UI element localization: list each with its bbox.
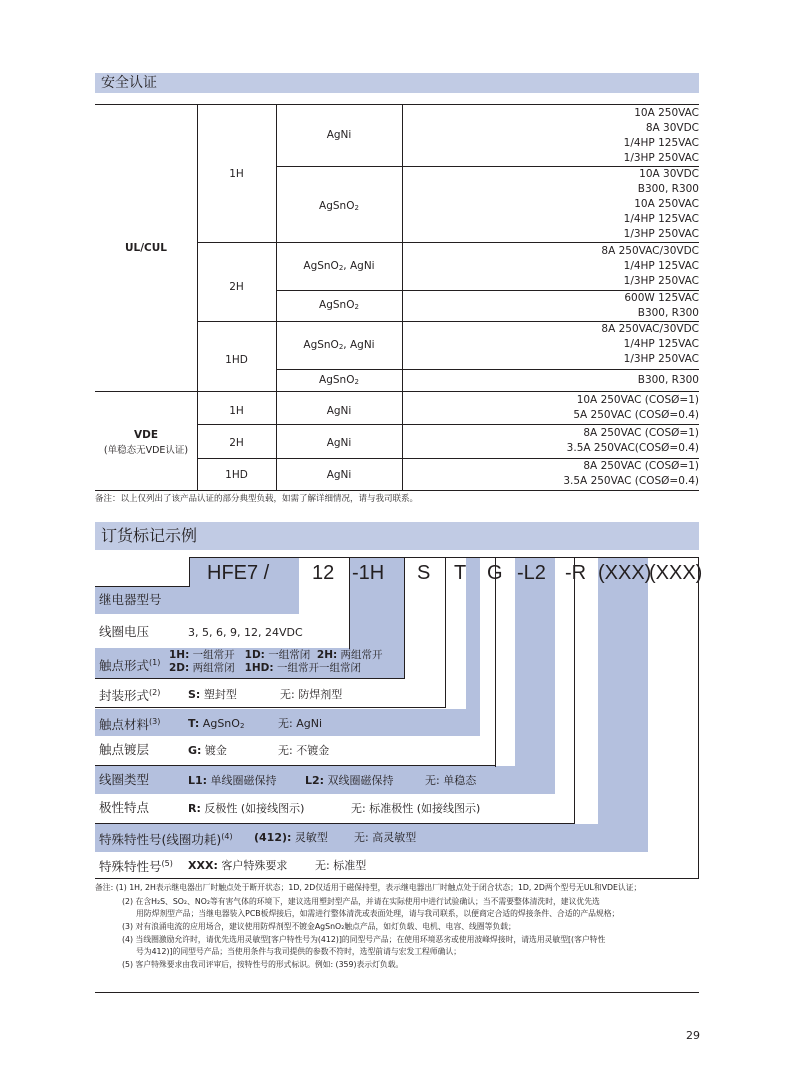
- note-line: (3) 对有浪涌电流的应用场合，建议使用防焊剂型不镀金AgSnO₂触点产品，如灯负载、电机、电容、线圈等负载；: [122, 922, 516, 931]
- material-agsno2: AgSnO$_2$: [319, 200, 359, 212]
- plating-options: G: 镀金: [188, 744, 227, 757]
- special-coil-none: 无: 高灵敏型: [354, 831, 417, 844]
- ratings-vde-1h: 10A 250VAC (COSØ=1) 5A 250VAC (COSØ=0.4): [573, 394, 699, 421]
- material-agni: AgNi: [326, 129, 352, 141]
- code-plating: G: [487, 562, 503, 584]
- note-line: (4) 当线圈激励允许时，请优先选用灵敏型[客户特性号为(412)]的同型号产品；在使用环境恶劣或使用波峰焊接时，请选用灵敏型[(客户特性: [122, 935, 606, 944]
- footer-rule: [95, 992, 699, 993]
- material-agsno2: AgSnO$_2$: [319, 299, 359, 311]
- special-none: 无: 标准型: [315, 859, 367, 872]
- row-label-material: 触点材料$^{(3)}$: [99, 717, 161, 733]
- vde-type-1hd: 1HD: [225, 469, 248, 481]
- ratings-ul-1hd-mix: 8A 250VAC/30VDC 1/4HP 125VAC 1/3HP 250VAC: [601, 323, 699, 365]
- table-line: [276, 369, 699, 370]
- row-label-contact-form: 触点形式$^{(1)}$: [99, 658, 161, 674]
- plating-none: 无: 不镀金: [278, 744, 330, 757]
- polarity-r: R: 反极性 (如接线图示): [188, 802, 305, 815]
- code-material: T: [454, 562, 467, 584]
- ratings-ul-1h-agsno2: 10A 30VDC B300, R300 10A 250VAC 1/4HP 125VAC 1/3HP 250VAC: [623, 168, 699, 240]
- code-special-coil: (XXX): [598, 562, 652, 584]
- row-label-package: 封装形式$^{(2)}$: [99, 688, 161, 704]
- vde-material-agni: AgNi: [326, 469, 352, 481]
- type-1h: 1H: [229, 168, 244, 180]
- code-line: [698, 557, 699, 879]
- type-1hd: 1HD: [225, 354, 248, 366]
- code-line: [445, 557, 446, 708]
- row-label-special-coil: 特殊特性号(线圈功耗)$^{(4)}$: [99, 832, 233, 848]
- special-xxx: XXX: 客户特殊要求: [188, 859, 288, 872]
- vde-type-1h: 1H: [229, 405, 244, 417]
- code-voltage: 12: [312, 562, 335, 584]
- table-line: [197, 424, 699, 425]
- type-2h: 2H: [229, 281, 244, 293]
- note-line: 用防焊剂型产品；当继电器装入PCB板焊接后，如需进行整体清洗或表面处理，请与我司联系，以便商定合适的焊接条件、合适的产品规格；: [136, 909, 620, 918]
- coil-type-l1: L1: 单线圈磁保持: [188, 774, 277, 787]
- vde-type-2h: 2H: [229, 437, 244, 449]
- row-label-plating: 触点镀层: [99, 742, 150, 757]
- code-line: [574, 557, 575, 824]
- ratings-vde-2h: 8A 250VAC (COSØ=1) 3.5A 250VAC(COSØ=0.4): [566, 427, 699, 454]
- special-coil-412: (412): 灵敏型: [254, 831, 328, 844]
- row-label-model: 继电器型号: [99, 592, 162, 607]
- coil-voltage-values: 3, 5, 6, 9, 12, 24VDC: [188, 626, 303, 639]
- coil-type-none: 无: 单稳态: [425, 774, 477, 787]
- ordering-section-header: [95, 522, 699, 550]
- row-label-polarity: 极性特点: [99, 800, 150, 815]
- package-none: 无: 防焊剂型: [280, 688, 343, 701]
- page-number: 29: [686, 1029, 700, 1042]
- table-line: [197, 242, 699, 243]
- material-options: T: AgSnO$_2$: [188, 717, 245, 730]
- row-line: [95, 823, 575, 824]
- safety-note: 备注：以上仅列出了该产品认证的部分典型负载，如需了解详细情况，请与我司联系。: [95, 494, 419, 504]
- code-contact-form: -1H: [352, 562, 385, 584]
- code-line: [349, 557, 350, 649]
- vde-material-agni: AgNi: [326, 405, 352, 417]
- material-agsno2: AgSnO$_2$: [319, 374, 359, 386]
- note-line: (5) 客户特殊要求由我司评审后，按特性号的形式标识。例如: (359)表示灯负载。: [122, 960, 404, 969]
- code-special: (XXX): [649, 562, 703, 584]
- note-line: 号为412)]的同型号产品；当使用条件与我司提供的参数不符时，选型前请与宏发工程师确认；: [136, 947, 462, 956]
- ul-cul-label: UL/CUL: [125, 242, 167, 254]
- code-model: HFE7 /: [207, 562, 270, 584]
- row-label-coil-voltage: 线圈电压: [99, 624, 150, 639]
- safety-section-header: [95, 73, 699, 93]
- vde-sub-label: (单稳态无VDE认证): [103, 445, 189, 456]
- safety-header-text: 安全认证: [101, 75, 157, 91]
- material-agsno2-agni: AgSnO$_2$, AgNi: [303, 260, 375, 272]
- contact-form-options: 1H: 一组常开 1D: 一组常闭 2H: 两组常开 2D: 两组常闭 1HD: 一组常开一组常闭: [169, 649, 383, 674]
- table-line: [276, 104, 277, 490]
- row-line: [95, 678, 405, 679]
- code-line: [189, 557, 190, 587]
- row-line: [95, 707, 446, 708]
- table-line: [95, 490, 699, 491]
- code-polarity: -R: [565, 562, 587, 584]
- vde-material-agni: AgNi: [326, 437, 352, 449]
- coil-type-l2: L2: 双线圈磁保持: [305, 774, 394, 787]
- row-label-special: 特殊特性号$^{(5)}$: [99, 859, 173, 875]
- note-line: 备注: (1) 1H, 2H表示继电器出厂时触点处于断开状态；1D, 2D仅适用于磁保持型，表示继电器出厂时触点处于闭合状态；1D, 2D两个型号无UL和VDE认证；: [95, 883, 642, 892]
- package-options: S: 塑封型: [188, 688, 237, 701]
- row-line: [95, 765, 496, 766]
- ratings-ul-1h-agni: 10A 250VAC 8A 30VDC 1/4HP 125VAC 1/3HP 250VAC: [623, 107, 699, 164]
- code-line: [404, 557, 405, 679]
- ordering-header-text: 订货标记示例: [101, 526, 198, 545]
- code-coil-type: -L2: [517, 562, 546, 584]
- ratings-vde-1hd: 8A 250VAC (COSØ=1) 3.5A 250VAC (COSØ=0.4): [563, 460, 699, 487]
- row-label-coil-type: 线圈类型: [99, 772, 150, 787]
- note-line: (2) 在含H₂S、SO₂、NO₂等有害气体的环境下，建议选用塑封型产品，并请在实际使用中进行试验确认；当不需要整体清洗时，建议优先选: [122, 897, 600, 906]
- material-none: 无: AgNi: [278, 717, 322, 730]
- ratings-ul-2h-mix: 8A 250VAC/30VDC 1/4HP 125VAC 1/3HP 250VAC: [601, 245, 699, 287]
- table-line: [402, 104, 403, 490]
- code-package: S: [417, 562, 431, 584]
- code-line: [495, 557, 496, 767]
- bar-coil-type: [515, 558, 555, 794]
- ratings-ul-2h-agsno2: 600W 125VAC B300, R300: [624, 292, 699, 319]
- vde-label: VDE: [133, 429, 158, 441]
- table-line: [95, 104, 699, 105]
- polarity-none: 无: 标准极性 (如接线图示): [351, 802, 481, 815]
- table-line: [197, 104, 198, 490]
- bar-special-coil: [598, 558, 648, 852]
- row-line: [95, 878, 699, 879]
- material-agsno2-agni: AgSnO$_2$, AgNi: [303, 339, 375, 351]
- table-line: [95, 391, 699, 392]
- ratings-ul-1hd-agsno2: B300, R300: [637, 374, 699, 386]
